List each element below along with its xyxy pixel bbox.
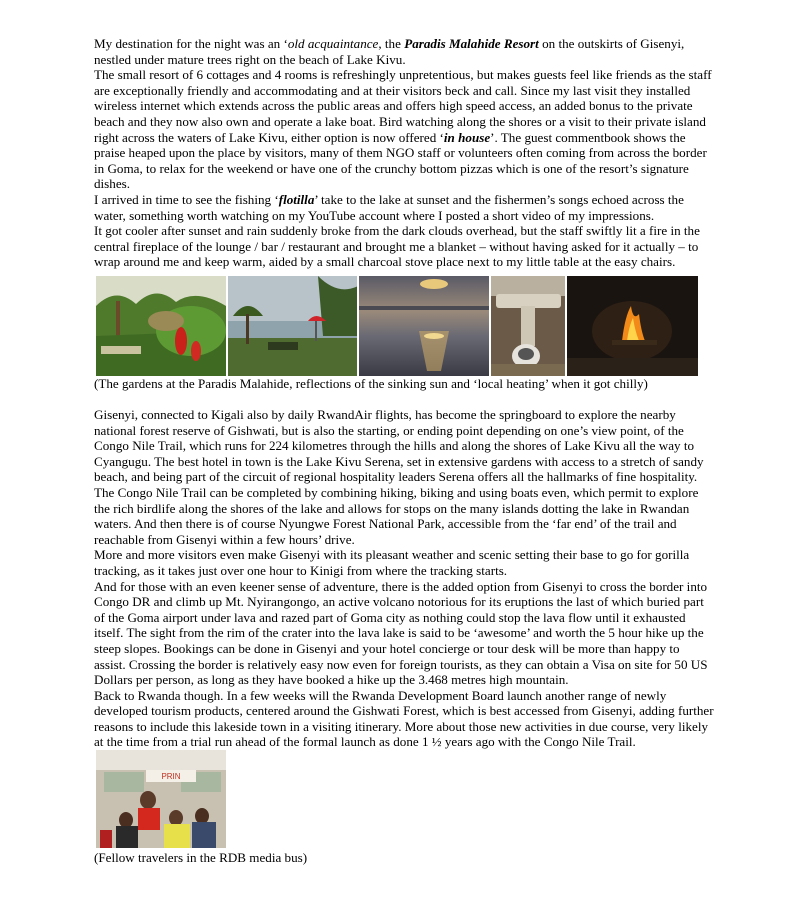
photo-caption-bus: (Fellow travelers in the RDB media bus) xyxy=(94,850,308,865)
paragraph-gisenyi: Gisenyi, connected to Kigali also by daily RwandAir flights, has become the springboard to explore the nearby national forest reserve of Gishwati, but is also the starting, or ending point depending on one’s view point, of the Congo Nile Trail, which runs for 224 kilometres through the hills and along the shores of Lake Kivu all the way to Cyangugu. The best hotel in town is the Lake Kivu Serena, set in extensive gardens with access to a stretch of sandy beach, and being part of the circuit of regional hospitality leaders Serena offers all the hallmarks of fine hospitality. xyxy=(94,407,704,485)
stove-image xyxy=(491,276,566,376)
main-text-block xyxy=(94,407,714,750)
paragraph-resort: The small resort of 6 cottages and 4 rooms is refreshingly unpretentious, but makes guests feel like friends as the staff are exceptionally friendly and accommodating and at their visitors beck and call. Since my last visit they installed wireless internet which extends across the public areas and offers high speed access, an added bonus to the private beach and they now also own and operate a lake boat. Bird watching along the shores or a visit to their private island right across the waters of Lake Kivu, either option is now offered ‘in house’. The guest commentbook shows the praise heaped upon the place by visitors, many of them NGO staff or volunteers often coming from across the border in Goma, to relax for the weekend or have one of the crunchy bottom pizzas which is one of the resort’s signature dishes. xyxy=(94,67,712,192)
sunset-image xyxy=(359,276,489,376)
paragraph-rdb-launch: Back to Rwanda though. In a few weeks will the Rwanda Development Board launch another range of newly developed tourism products, centered around the Gishwati Forest, which is best accessed from Gisenyi, adding further reasons to include this lakeside town in a visiting itinerary. More about those new activities in due course, very likely at the time from a trial run ahead of the formal launch as done 1 ½ years ago with the Congo Nile Trail. xyxy=(94,687,714,750)
photo-strip xyxy=(96,276,698,376)
bus-sign-text: PRIN xyxy=(161,772,181,781)
media-bus-image xyxy=(96,750,226,848)
intro-text-block xyxy=(94,36,714,270)
photo-caption-gardens: (The gardens at the Paradis Malahide, reflections of the sinking sun and ‘local heating’ when it got chilly) xyxy=(94,376,648,391)
sunset-photo xyxy=(359,276,489,376)
fire-image xyxy=(567,276,698,376)
garden-image xyxy=(96,276,226,376)
lakeside-photo xyxy=(228,276,358,376)
paragraph-gorilla-tracking: More and more visitors even make Gisenyi with its pleasant weather and scenic setting their base to go for gorilla tracking, as it takes just over one hour to Kinigi from where the tracking starts. xyxy=(94,547,690,578)
paragraph-nyirangongo: And for those with an even keener sense of adventure, there is the added option from Gisenyi to cross the border into Congo DR and climb up Mt. Nyirangongo, an active volcano notorious for its eruptions the last of which buried part of the Goma airport under lava and razed part of Goma city as nothing could stop the lava flow until it exhausted itself. The sight from the rim of the crater into the lava lake is said to be ‘awesome’ and worth the 5 hour hike up the steep slopes. Bookings can be done in Gisenyi and your hotel concierge or tour desk will be more than happy to assist. Crossing the border is relatively easy now even for foreign tourists, as they can obtain a Visa on site for 50 US Dollars per person, as long as they have booked a hike up the 3.468 metres high mountain. xyxy=(94,578,708,688)
paragraph-destination: My destination for the night was an ‘old acquaintance, the Paradis Malahide Resort on the outskirts of Gisenyi, nestled under mature trees right on the beach of Lake Kivu. xyxy=(94,36,685,67)
paragraph-flotilla: I arrived in time to see the fishing ‘flotilla’ take to the lake at sunset and the fishermen’s songs echoed across the water, something worth watching on my YouTube account where I posted a short video of my impressions. xyxy=(94,191,684,223)
paragraph-fireplace: It got cooler after sunset and rain suddenly broke from the dark clouds overhead, but the staff swiftly lit a fire in the central fireplace of the lounge / bar / restaurant and brought me a blanket – without having asked for it actually – to wrap around me and keep warm, aided by a small charcoal stove place next to my little table at the easy chairs. xyxy=(94,223,700,270)
fire-photo xyxy=(567,276,698,376)
stove-photo xyxy=(491,276,566,376)
lakeside-image xyxy=(228,276,358,376)
paragraph-congo-nile-trail: The Congo Nile Trail can be completed by combining hiking, biking and using boats even, which permit to explore the rich birdlife along the shores of the lake and allows for stops on the many islands dotting the lake in Rwandan waters. And then there is of course Nyungwe Forest National Park, accessible from the ‘far end’ of the trail and reachable from Gisenyi within a few hours’ drive. xyxy=(94,484,699,547)
garden-photo xyxy=(96,276,226,376)
media-bus-photo xyxy=(96,750,226,848)
